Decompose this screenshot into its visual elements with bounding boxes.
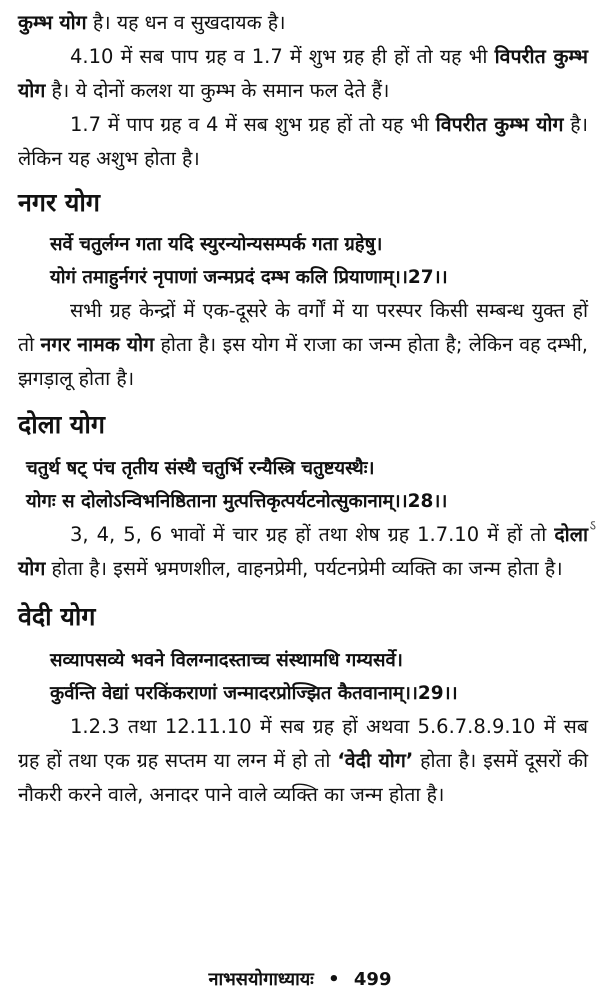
paragraph-dola: 3, 4, 5, 6 भावों में चार ग्रह हों तथा शेष ग्रह 1.7.10 में हों तो दोला योग होता है। इसमें भ्रमणशील, वाहनप्रेमी, पर्यटनप्रेमी व्यक्ति का जन्म होता है। [18, 523, 588, 580]
bold-term: विपरीत कुम्भ योग [435, 113, 564, 136]
bold-term: ‘वेदी योग’ [337, 749, 414, 772]
page-footer [0, 967, 600, 991]
bold-term: विपरीत कुम्भ योग [18, 45, 588, 102]
section-heading-dola: दोला योग [18, 410, 105, 439]
bold-term: दोला योग [18, 523, 588, 580]
paragraph-vedi: 1.2.3 तथा 12.11.10 में सब ग्रह हों अथवा 5.6.7.8.9.10 में सब ग्रह हों तथा एक ग्रह सप्तम या लग्न में हो तो ‘वेदी योग’ होता है। इसमें दूसरों की नौकरी करने वाले, अनादर पाने वाले व्यक्ति का जन्म होता है। [18, 715, 588, 806]
paragraph-viparit-kumbh-2: 1.7 में पाप ग्रह व 4 में सब शुभ ग्रह हों तो यह भी विपरीत कुम्भ योग है। लेकिन यह अशुभ होता है। [18, 113, 588, 170]
verse-line: योगः स दोलोऽन्विभनिष्ठिताना मुत्पत्तिकृत्पर्यटनोत्सुकानाम्।।28।। [26, 491, 448, 512]
verse-line: सव्यापसव्ये भवने विलग्नादस्ताच्च संस्थामधि गम्यसर्वे। [50, 650, 403, 671]
verse-line: सर्वे चतुर्लग्न गता यदि स्युरन्योन्यसम्पर्क गता ग्रहेषु। [50, 234, 383, 255]
verse-line: कुर्वन्ति वेद्यां परकिंकराणां जन्मादरप्रोज्झित कैतवानाम्।।29।। [50, 683, 458, 704]
page-number: 499 [353, 969, 392, 990]
paragraph-nagar: सभी ग्रह केन्द्रों में एक-दूसरे के वर्गों में या परस्पर किसी सम्बन्ध युक्त हों तो नगर नामक योग होता है। इस योग में राजा का जन्म होता है; लेकिन वह दम्भी, झगड़ालू होता है। [18, 299, 588, 390]
bold-term: नगर नामक योग [40, 333, 155, 356]
paragraph-viparit-kumbh-1: 4.10 में सब पाप ग्रह व 1.7 में शुभ ग्रह ही हों तो यह भी विपरीत कुम्भ योग है। ये दोनों कलश या कुम्भ के समान फल देते हैं। [18, 45, 588, 102]
verse-line: चतुर्थ षट् पंच तृतीय संस्थै चतुर्भि रन्यैस्त्रि चतुष्टयस्थैः। [26, 458, 375, 479]
paragraph-kumbh-yog: कुम्भ योग है। यह धन व सुखदायक है। [18, 11, 286, 34]
chapter-title: नाभसयोगाध्यायः [208, 969, 314, 990]
section-heading-vedi: वेदी योग [18, 602, 96, 631]
section-heading-nagar: नगर योग [18, 188, 100, 217]
margin-mark: ऽ [589, 518, 596, 534]
verse-line: योगं तमाहुर्नगरं नृपाणां जन्मप्रदं दम्भ कलि प्रियाणाम्।।27।। [50, 267, 448, 288]
bold-term: कुम्भ योग [18, 11, 87, 34]
footer-separator: • [328, 969, 340, 990]
